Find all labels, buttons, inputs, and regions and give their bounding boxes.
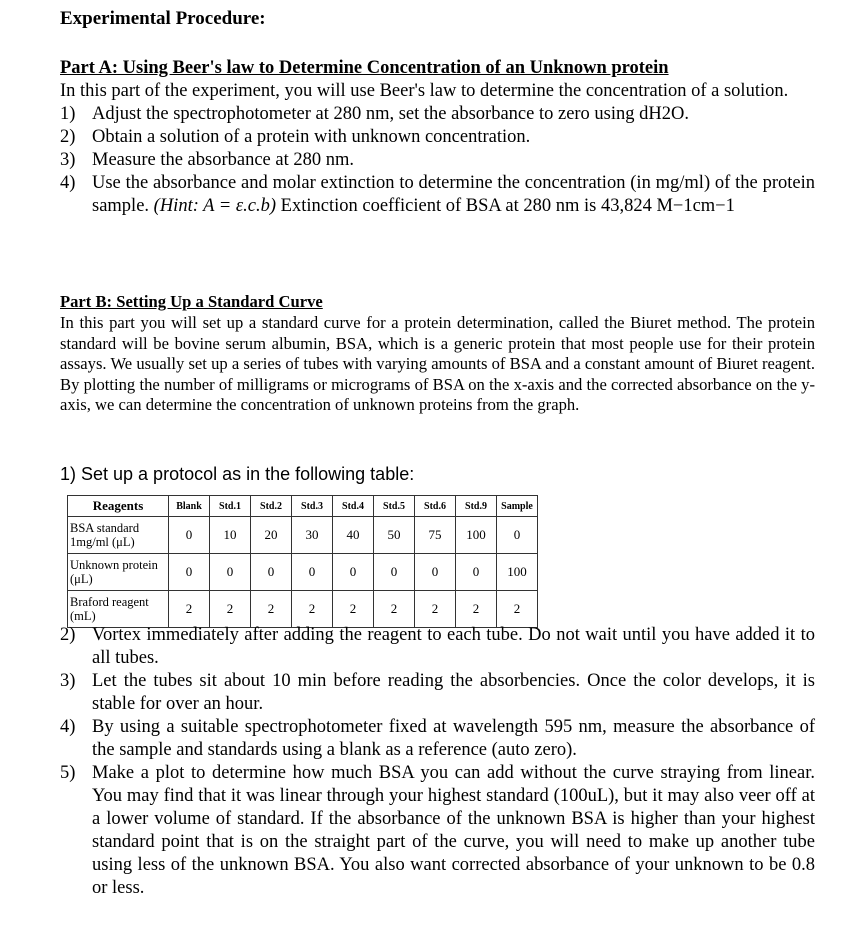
part-b-heading: Part B: Setting Up a Standard Curve [60, 292, 323, 311]
table-cell: 0 [169, 517, 210, 554]
item-number: 1) [60, 104, 76, 124]
row-label: Braford reagent (mL) [68, 591, 169, 628]
list-item [60, 103, 815, 126]
table-cell: 10 [210, 517, 251, 554]
table-cell: 0 [456, 554, 497, 591]
list-item [60, 624, 815, 670]
page-title: Experimental Procedure: [60, 8, 266, 29]
item-text-tail: Extinction coefficient of BSA at 280 nm is 43,824 M−1cm−1 [280, 196, 735, 216]
item-text: Adjust the spectrophotometer at 280 nm, set the absorbance to zero using dH2O. [92, 104, 689, 124]
row-label: BSA standard 1mg/ml (μL) [68, 517, 169, 554]
protocol-table [67, 495, 538, 628]
item-text: By using a suitable spectrophotometer fixed at wavelength 595 nm, measure the absorbance of the sample and standards using a blank as a reference (auto zero). [92, 717, 815, 760]
table-cell: 0 [251, 554, 292, 591]
item-number: 2) [60, 625, 76, 645]
hint-text: (Hint: A = ε.c.b) [153, 196, 277, 216]
item-number: 5) [60, 763, 76, 783]
table-cell: 2 [292, 591, 333, 628]
item-text: Vortex immediately after adding the reagent to each tube. Do not wait until you have added it to all tubes. [92, 625, 815, 668]
table-row [68, 517, 538, 554]
table-cell: 75 [415, 517, 456, 554]
table-header-cell: Std.6 [415, 496, 456, 517]
table-header-cell: Std.5 [374, 496, 415, 517]
list-item [60, 149, 815, 172]
table-cell: 2 [497, 591, 538, 628]
table-cell: 20 [251, 517, 292, 554]
item-text: Make a plot to determine how much BSA you can add without the curve straying from linear. You may find that it was linear through your highest standard (100uL), but it may also veer off at a lower volume of standard. If the absorbance of the unknown BSA is higher than your highest standard point that is on the straight part of the curve, you will need to make up another tube using less of the unknown BSA. You also want corrected absorbance of your unknown to be 0.8 or less. [92, 763, 815, 898]
item-text: Measure the absorbance at 280 nm. [92, 150, 354, 170]
table-cell: 50 [374, 517, 415, 554]
table-cell: 40 [333, 517, 374, 554]
table-header-cell: Blank [169, 496, 210, 517]
item-number: 3) [60, 671, 76, 691]
table-cell: 2 [251, 591, 292, 628]
table-cell: 0 [374, 554, 415, 591]
item-text: Let the tubes sit about 10 min before reading the absorbencies. Once the color develops, it is stable for over an hour. [92, 671, 815, 714]
table-cell: 2 [456, 591, 497, 628]
table-cell: 2 [210, 591, 251, 628]
table-cell: 0 [210, 554, 251, 591]
table-header-cell: Std.2 [251, 496, 292, 517]
list-item [60, 126, 815, 149]
table-cell: 100 [456, 517, 497, 554]
list-item [60, 670, 815, 716]
item-number: 4) [60, 717, 76, 737]
table-cell: 2 [169, 591, 210, 628]
table-cell: 30 [292, 517, 333, 554]
table-cell: 0 [333, 554, 374, 591]
table-header-cell: Std.3 [292, 496, 333, 517]
list-item [60, 762, 815, 900]
part-a-intro: In this part of the experiment, you will use Beer's law to determine the concentration of a solution. [60, 81, 789, 101]
table-header-cell: Std.4 [333, 496, 374, 517]
list-item [60, 716, 815, 762]
item-number: 4) [60, 173, 76, 193]
table-cell: 2 [374, 591, 415, 628]
item-number: 3) [60, 150, 76, 170]
item-text: Obtain a solution of a protein with unknown concentration. [92, 127, 531, 147]
table-cell: 2 [415, 591, 456, 628]
item-number: 2) [60, 127, 76, 147]
table-header-row [68, 496, 538, 517]
part-b-steps [60, 624, 815, 900]
table-header-cell: Std.1 [210, 496, 251, 517]
part-a-steps [60, 103, 815, 218]
table-header-cell: Reagents [68, 496, 169, 517]
table-cell: 0 [292, 554, 333, 591]
table-cell: 0 [169, 554, 210, 591]
part-a-section [60, 80, 815, 218]
item-text: Use the absorbance and molar extinction to determine the concentration (in mg/ml) of the protein sample. [92, 173, 815, 216]
table-cell: 100 [497, 554, 538, 591]
table-header-cell: Std.9 [456, 496, 497, 517]
table-row [68, 554, 538, 591]
table-header-cell: Sample [497, 496, 538, 517]
list-item [60, 172, 815, 218]
table-row [68, 591, 538, 628]
table-cell: 0 [497, 517, 538, 554]
part-a-heading: Part A: Using Beer's law to Determine Concentration of an Unknown protein [60, 58, 669, 78]
row-label: Unknown protein (μL) [68, 554, 169, 591]
table-cell: 0 [415, 554, 456, 591]
part-b-intro: In this part you will set up a standard curve for a protein determination, called the Biuret method. The protein standard will be bovine serum albumin, BSA, which is a generic protein that most people use for their protein assays. We usually set up a series of tubes with varying amounts of BSA and a constant amount of Biuret reagent. By plotting the number of milligrams or micrograms of BSA on the x-axis and the corrected absorbance on the y-axis, we can determine the concentration of unknown proteins from the graph. [60, 313, 815, 414]
table-cell: 2 [333, 591, 374, 628]
part-b-step-1: 1) Set up a protocol as in the following table: [60, 464, 415, 484]
